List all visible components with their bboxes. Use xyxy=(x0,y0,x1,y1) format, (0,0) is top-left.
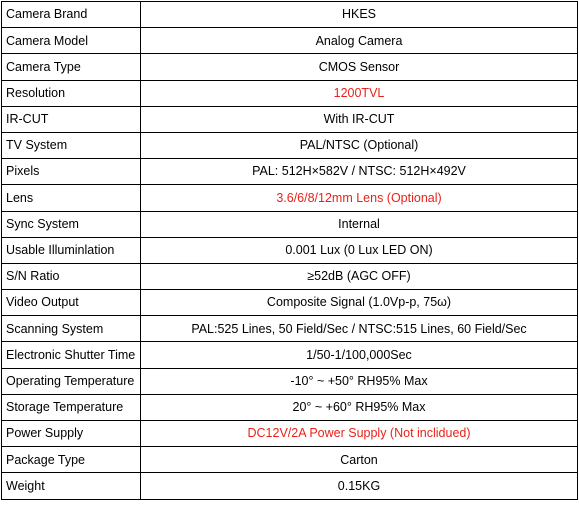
spec-table-body xyxy=(2,2,578,500)
spec-label: IR-CUT xyxy=(2,106,141,132)
spec-row xyxy=(2,54,578,80)
spec-row xyxy=(2,237,578,263)
spec-value: Composite Signal (1.0Vp-p, 75ω) xyxy=(141,290,578,316)
spec-label: Power Supply xyxy=(2,421,141,447)
spec-row xyxy=(2,211,578,237)
spec-row xyxy=(2,316,578,342)
spec-row xyxy=(2,394,578,420)
spec-value: PAL/NTSC (Optional) xyxy=(141,132,578,158)
spec-label: Weight xyxy=(2,473,141,499)
spec-row xyxy=(2,28,578,54)
spec-value: 1/50-1/100,000Sec xyxy=(141,342,578,368)
spec-value: Internal xyxy=(141,211,578,237)
spec-label: Scanning System xyxy=(2,316,141,342)
spec-label: Package Type xyxy=(2,447,141,473)
spec-value: CMOS Sensor xyxy=(141,54,578,80)
spec-row xyxy=(2,263,578,289)
spec-label: Pixels xyxy=(2,159,141,185)
spec-label: Camera Type xyxy=(2,54,141,80)
spec-row xyxy=(2,473,578,499)
spec-value: -10° ~ +50° RH95% Max xyxy=(141,368,578,394)
spec-row xyxy=(2,342,578,368)
spec-row xyxy=(2,368,578,394)
spec-row xyxy=(2,132,578,158)
spec-row xyxy=(2,290,578,316)
spec-value: ≥52dB (AGC OFF) xyxy=(141,263,578,289)
spec-label: Storage Temperature xyxy=(2,394,141,420)
spec-value: 1200TVL xyxy=(141,80,578,106)
spec-label: TV System xyxy=(2,132,141,158)
spec-label: S/N Ratio xyxy=(2,263,141,289)
spec-value: 3.6/6/8/12mm Lens (Optional) xyxy=(141,185,578,211)
spec-value: Carton xyxy=(141,447,578,473)
spec-value: 20° ~ +60° RH95% Max xyxy=(141,394,578,420)
spec-label: Lens xyxy=(2,185,141,211)
spec-value: 0.15KG xyxy=(141,473,578,499)
spec-value: PAL:525 Lines, 50 Field/Sec / NTSC:515 Lines, 60 Field/Sec xyxy=(141,316,578,342)
spec-row xyxy=(2,80,578,106)
spec-row xyxy=(2,2,578,28)
spec-value: 0.001 Lux (0 Lux LED ON) xyxy=(141,237,578,263)
spec-label: Operating Temperature xyxy=(2,368,141,394)
spec-label: Resolution xyxy=(2,80,141,106)
spec-value: HKES xyxy=(141,2,578,28)
spec-row xyxy=(2,447,578,473)
spec-value: Analog Camera xyxy=(141,28,578,54)
spec-row xyxy=(2,106,578,132)
spec-label: Sync System xyxy=(2,211,141,237)
spec-table xyxy=(1,1,578,500)
spec-row xyxy=(2,159,578,185)
spec-label: Video Output xyxy=(2,290,141,316)
spec-label: Usable Illuminlation xyxy=(2,237,141,263)
spec-value: With IR-CUT xyxy=(141,106,578,132)
spec-value: PAL: 512H×582V / NTSC: 512H×492V xyxy=(141,159,578,185)
spec-row xyxy=(2,185,578,211)
spec-row xyxy=(2,421,578,447)
spec-label: Camera Model xyxy=(2,28,141,54)
spec-label: Camera Brand xyxy=(2,2,141,28)
spec-value: DC12V/2A Power Supply (Not inclidued) xyxy=(141,421,578,447)
spec-label: Electronic Shutter Time xyxy=(2,342,141,368)
